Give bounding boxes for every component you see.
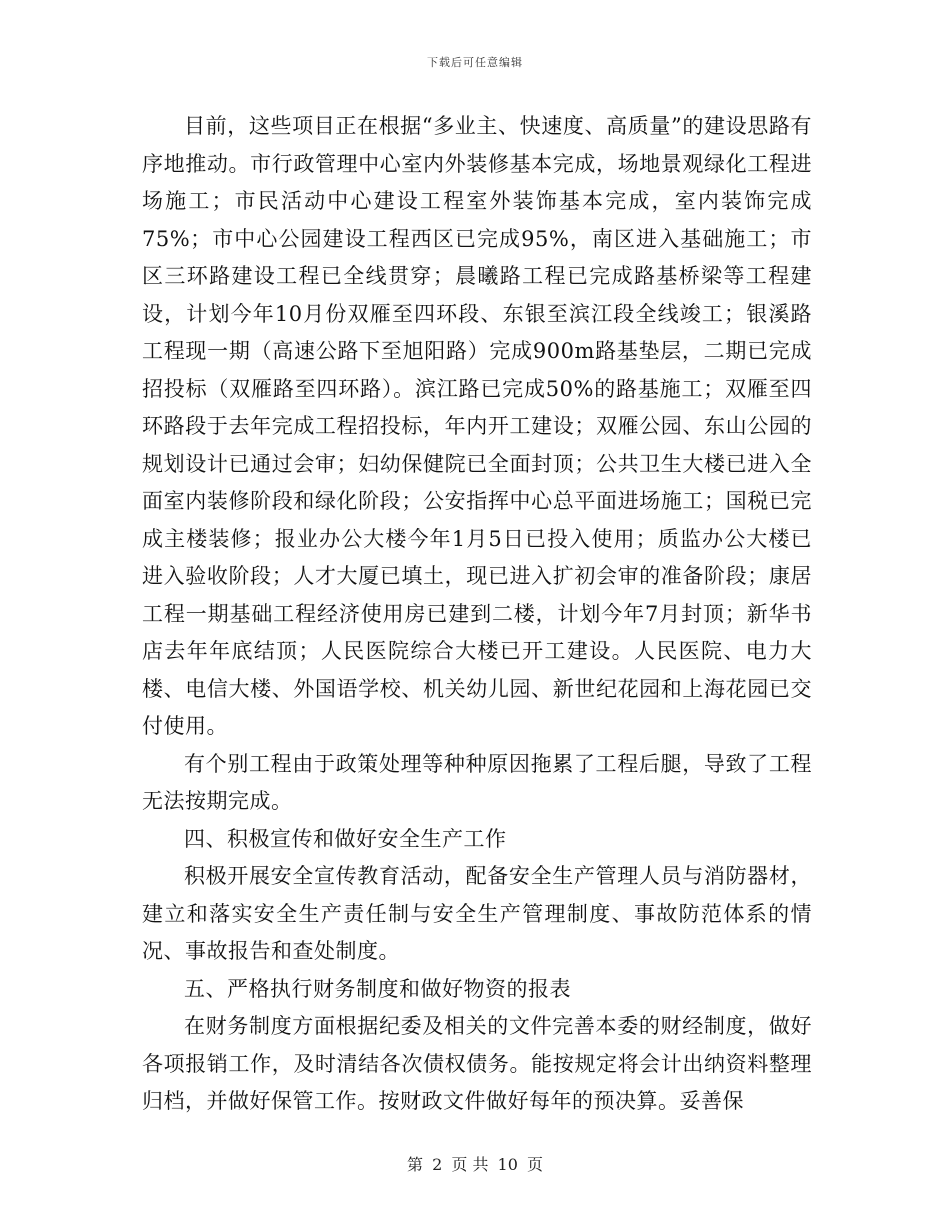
footer-total-pages: 10 [497, 1155, 518, 1174]
footer-page-number: 2 [432, 1155, 443, 1174]
paragraph-project-progress: 目前，这些项目正在根据“多业主、快速度、高质量”的建设思路有序地推动。市行政管理中心室内外装修基本完成，场地景观绿化工程进场施工；市民活动中心建设工程室外装饰基本完成，室内装饰完成75%；市中心公园建设工程西区已完成95%，南区进入基础施工；市区三环路建设工程已全线贯穿；晨曦路工程已完成路基桥梁等工程建设，计划今年10月份双雁至四环段、东银至滨江段全线竣工；银溪路工程现一期（高速公路下至旭阳路）完成900m路基垫层，二期已完成招投标（双雁路至四环路）。滨江路已完成50%的路基施工；双雁至四环路段于去年完成工程招投标，年内开工建设；双雁公园、东山公园的规划设计已通过会审；妇幼保健院已全面封顶；公共卫生大楼已进入全面室内装修阶段和绿化阶段；公安指挥中心总平面进场施工；国税已完成主楼装修；报业办公大楼今年1月5日已投入使用；质监办公大楼已进入验收阶段；人才大厦已填土，现已进入扩初会审的准备阶段；康居工程一期基础工程经济使用房已建到二楼，计划今年7月封顶；新华书店去年年底结顶；人民医院综合大楼已开工建设。人民医院、电力大楼、电信大楼、外国语学校、机关幼儿园、新世纪花园和上海花园已交付使用。 [142, 114, 812, 738]
section-heading-safety: 四、积极宣传和做好安全生产工作 [184, 826, 507, 851]
document-body [142, 108, 812, 1121]
paragraph-safety-work: 积极开展安全宣传教育活动，配备安全生产管理人员与消防器材，建立和落实安全生产责任制与安全生产管理制度、事故防范体系的情况、事故报告和查处制度。 [142, 864, 812, 963]
footer-prefix: 第 [406, 1155, 423, 1174]
footer-middle: 页 共 [451, 1155, 489, 1174]
footer-suffix: 页 [527, 1155, 544, 1174]
section-heading-finance: 五、严格执行财务制度和做好物资的报表 [184, 976, 571, 1001]
paragraph-delayed-projects: 有个别工程由于政策处理等种种原因拖累了工程后腿，导致了工程无法按期完成。 [142, 751, 812, 813]
page-footer [0, 1152, 950, 1175]
page-header-note: 下载后可任意编辑 [427, 56, 523, 69]
paragraph-finance-work: 在财务制度方面根据纪委及相关的文件完善本委的财经制度，做好各项报销工作，及时清结各次债权债务。能按规定将会计出纳资料整理归档，并做好保管工作。按财政文件做好每年的预决算。妥善保 [142, 1014, 812, 1113]
